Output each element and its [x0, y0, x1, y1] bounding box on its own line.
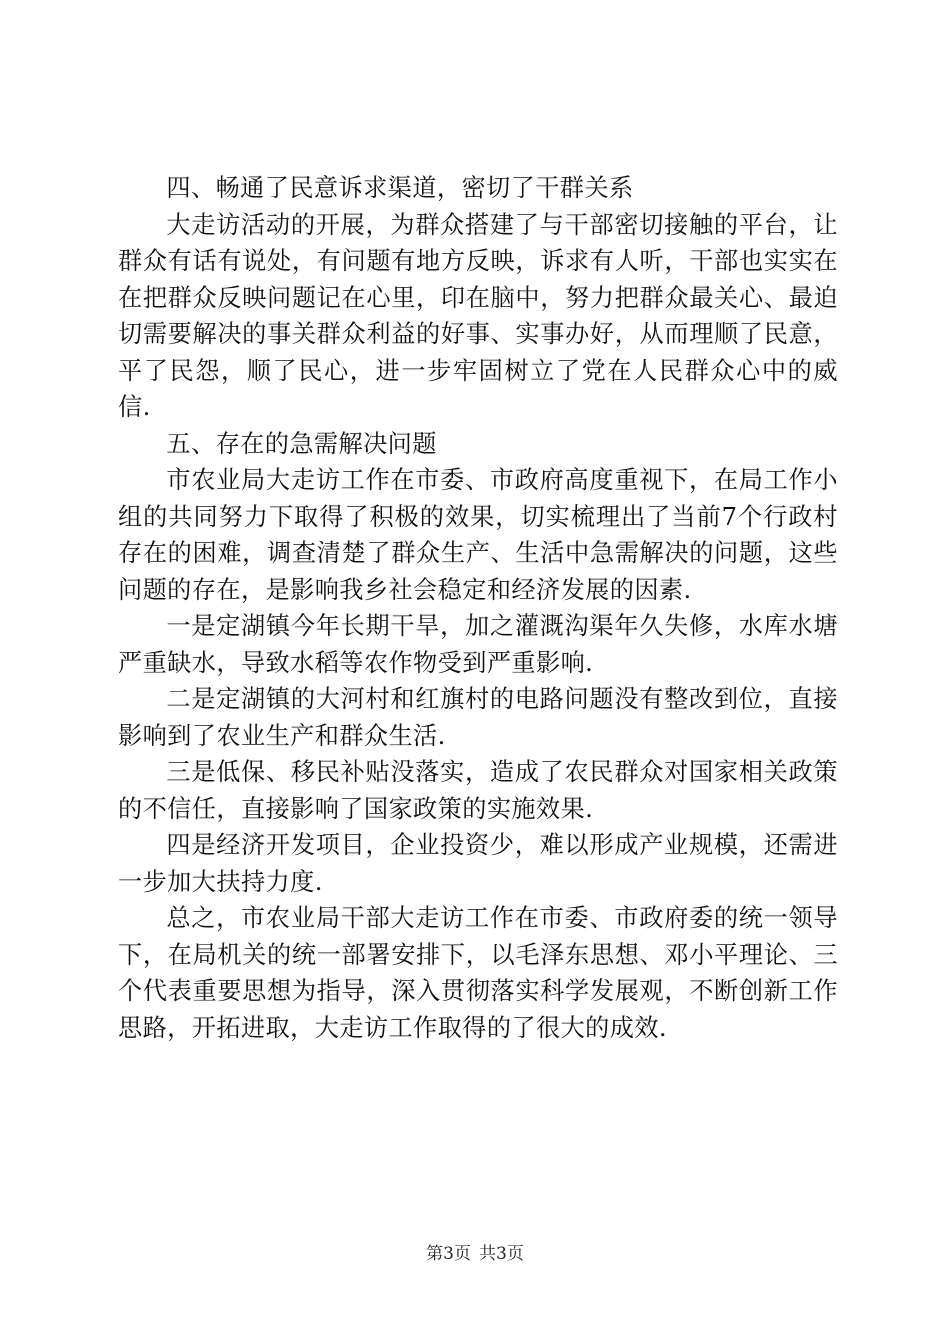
paragraph-visit-platform: 大走访活动的开展，为群众搭建了与干部密切接触的平台，让群众有话有说处，有问题有地方反映，诉求有人听，干部也实实在在把群众反映问题记在心里，印在脑中，努力把群众最关心、最迫切需要解决的事关群众利益的好事、实事办好，从而理顺了民意，平了民怨，顺了民心，进一步牢固树立了党在人民群众心中的威信.	[118, 210, 838, 421]
paragraph-issue-drought: 一是定湖镇今年长期干旱，加之灌溉沟渠年久失修，水库水塘严重缺水，导致水稻等农作物受到严重影响.	[118, 612, 838, 677]
page-footer	[0, 1243, 950, 1265]
page-number: 第3页	[426, 1244, 471, 1264]
paragraph-conclusion: 总之，市农业局干部大走访工作在市委、市政府委的统一领导下，在局机关的统一部署安排下，以毛泽东思想、邓小平理论、三个代表重要思想为指导，深入贯彻落实科学发展观，不断创新工作思路，开拓进取，大走访工作取得的了很大的成效.	[118, 904, 838, 1042]
page-total: 共3页	[479, 1244, 524, 1264]
paragraph-issue-investment: 四是经济开发项目，企业投资少，难以形成产业规模，还需进一步加大扶持力度.	[118, 831, 838, 896]
section-heading-5: 五、存在的急需解决问题	[166, 429, 437, 458]
paragraph-issue-subsidy: 三是低保、移民补贴没落实，造成了农民群众对国家相关政策的不信任，直接影响了国家政策的实施效果.	[118, 758, 838, 823]
document-body	[118, 170, 838, 1046]
paragraph-issue-electricity: 二是定湖镇的大河村和红旗村的电路问题没有整改到位，直接影响到了农业生产和群众生活.	[118, 685, 838, 750]
paragraph-visit-results: 市农业局大走访工作在市委、市政府高度重视下，在局工作小组的共同努力下取得了积极的效果，切实梳理出了当前7个行政村存在的困难，调查清楚了群众生产、生活中急需解决的问题，这些问题的存在，是影响我乡社会稳定和经济发展的因素.	[118, 466, 838, 604]
section-heading-4: 四、畅通了民意诉求渠道，密切了干群关系	[166, 174, 634, 202]
